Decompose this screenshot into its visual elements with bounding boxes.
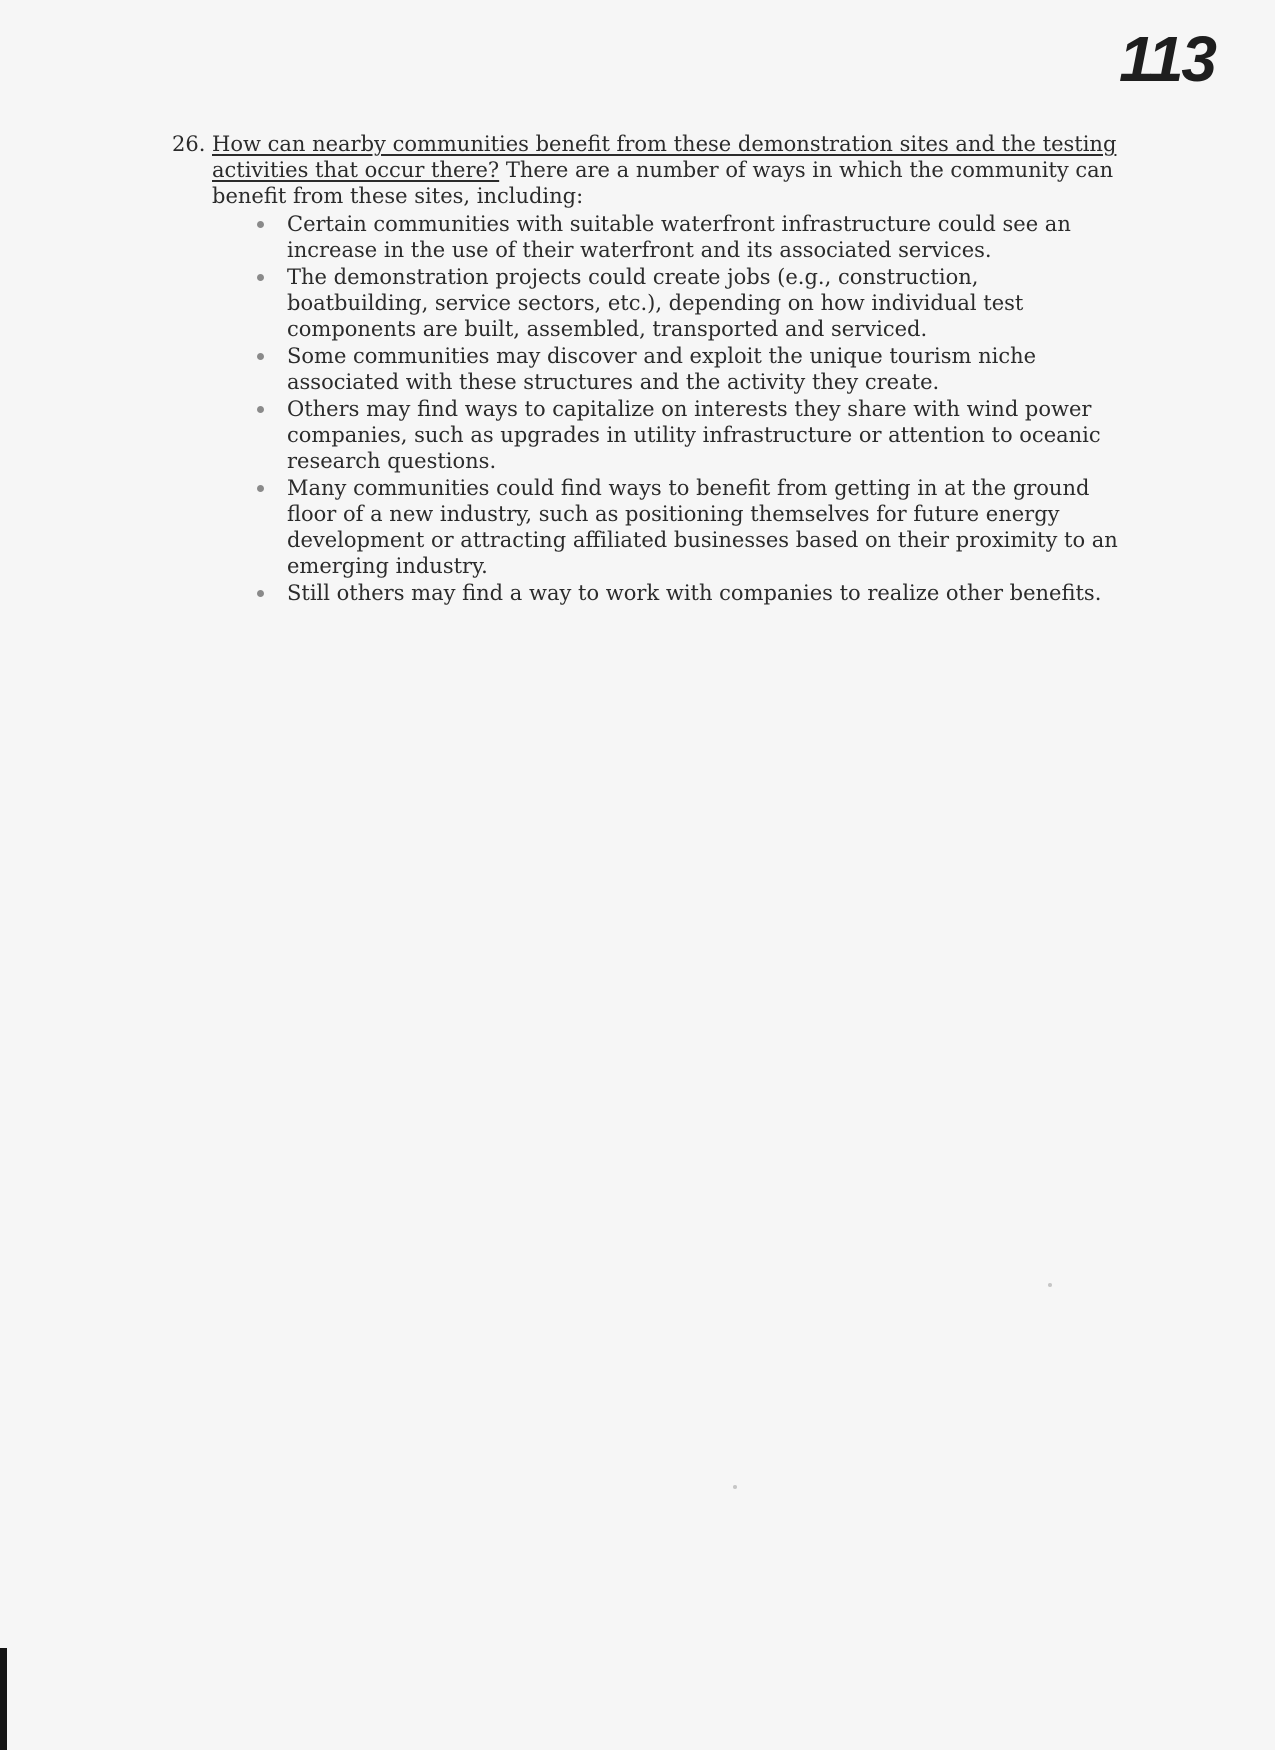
list-item-text: Certain communities with suitable waterfront infrastructure could see an increase in the use of their waterfront and its associated services. xyxy=(287,212,1071,262)
handwritten-page-number: 113 xyxy=(1118,23,1215,95)
list-item-text: Some communities may discover and exploit the unique tourism niche associated with these structures and the activity they create. xyxy=(287,344,1037,394)
scan-edge-shadow xyxy=(0,1648,7,1750)
bullet-icon xyxy=(257,406,264,413)
scan-speck xyxy=(1048,1283,1052,1287)
bullet-icon xyxy=(257,221,264,228)
question-paragraph xyxy=(172,131,1122,209)
bullet-icon xyxy=(257,274,264,281)
list-item xyxy=(287,264,1122,342)
question-heading: How can nearby communities benefit from these demonstration sites and the testing activities that occur there? xyxy=(212,132,1117,182)
list-item xyxy=(287,211,1122,263)
bullet-icon xyxy=(257,590,264,597)
question-number: 26. xyxy=(172,132,206,156)
list-item xyxy=(287,580,1122,606)
list-item xyxy=(287,475,1122,579)
list-item-text: Still others may find a way to work with companies to realize other benefits. xyxy=(287,581,1102,605)
scan-speck xyxy=(733,1485,737,1489)
question-26 xyxy=(172,131,1122,607)
list-item xyxy=(287,343,1122,395)
list-item-text: Others may find ways to capitalize on interests they share with wind power companies, such as upgrades in utility infrastructure or attention to oceanic research questions. xyxy=(287,397,1101,473)
question-intro: There are a number of ways in which the community can benefit from these sites, including: xyxy=(212,158,1114,208)
list-item-text: The demonstration projects could create jobs (e.g., construction, boatbuilding, service sectors, etc.), depending on how individual test components are built, assembled, transported and serviced. xyxy=(287,265,1024,341)
bullet-icon xyxy=(257,485,264,492)
list-item-text: Many communities could find ways to benefit from getting in at the ground floor of a new industry, such as positioning themselves for future energy development or attracting affiliated businesses based on their proximity to an emerging industry. xyxy=(287,476,1118,578)
benefits-list xyxy=(172,211,1122,606)
list-item xyxy=(287,396,1122,474)
bullet-icon xyxy=(257,353,264,360)
